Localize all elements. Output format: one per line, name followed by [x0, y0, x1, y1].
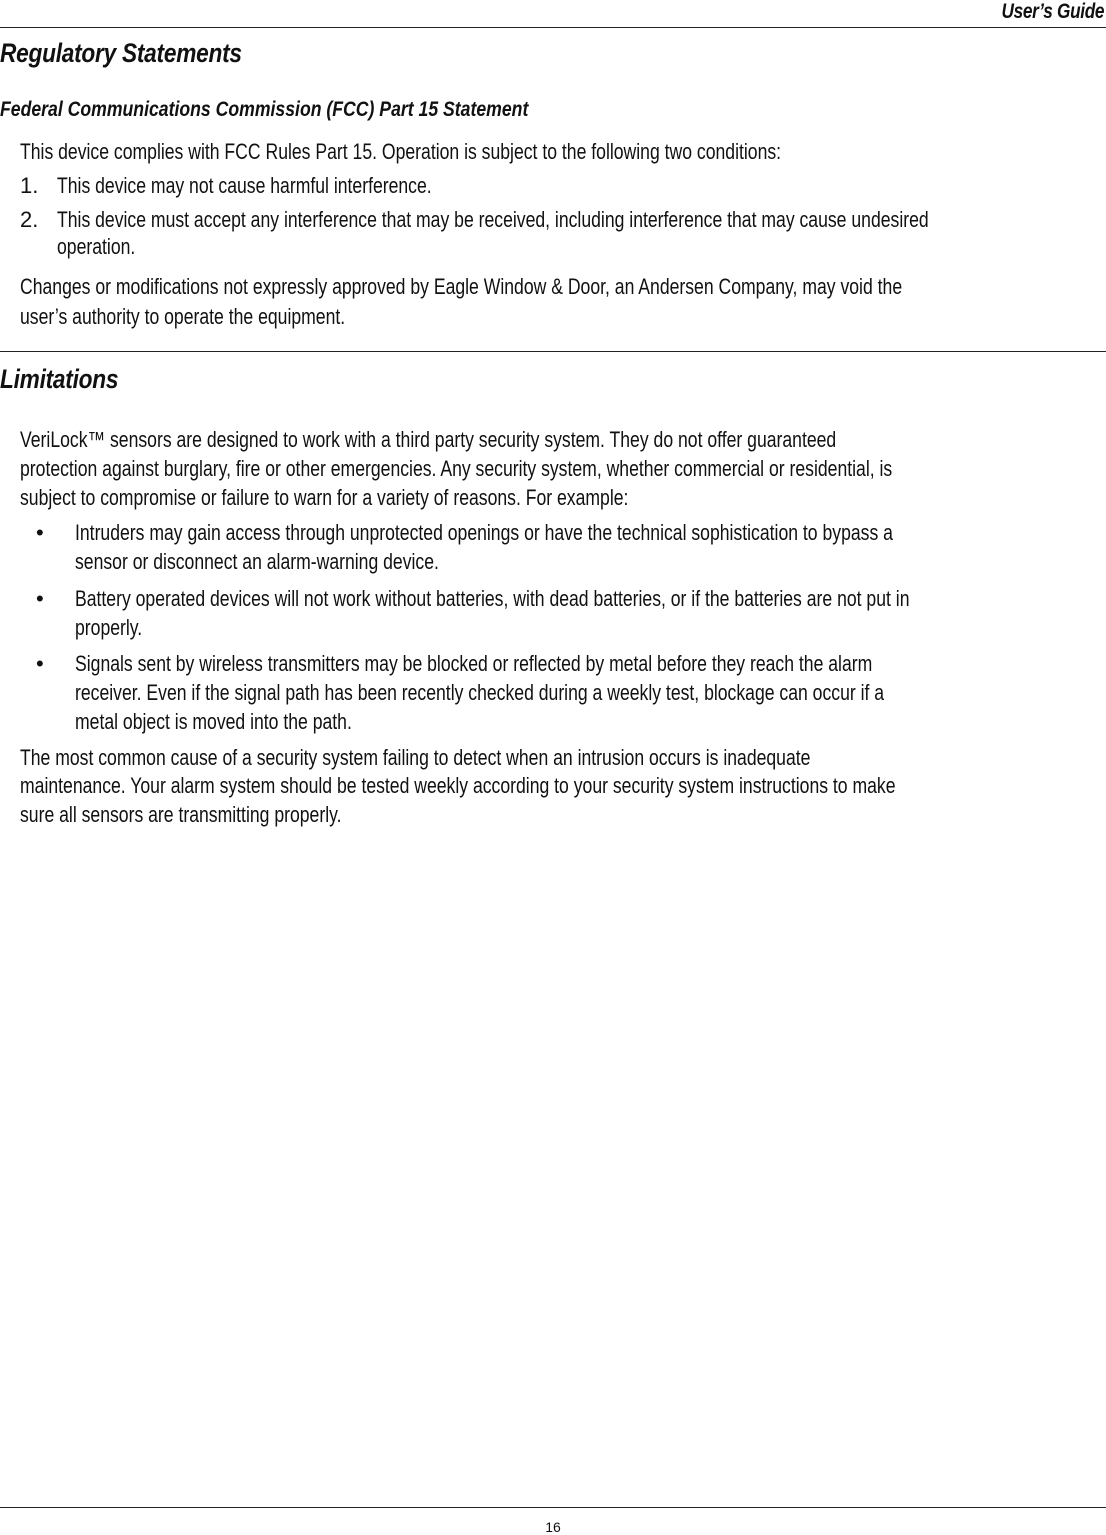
- fcc-heading: Federal Communications Commission (FCC) Part 15 Statement: [0, 98, 529, 121]
- bullet-2-line-1: Battery operated devices will not work without batteries, with dead batteries, or if the batteries are not put in: [75, 586, 910, 611]
- regulatory-heading: Regulatory Statements: [0, 38, 242, 68]
- bullet-2-marker: •: [36, 586, 44, 611]
- condition-1-line-1: This device may not cause harmful interference.: [57, 173, 432, 198]
- fcc-intro: This device complies with FCC Rules Part 15. Operation is subject to the following two conditions:: [20, 139, 782, 164]
- bullet-1-line-1: Intruders may gain access through unprotected openings or have the technical sophistication to bypass a: [75, 520, 893, 545]
- bullet-3-line-3: metal object is moved into the path.: [75, 709, 352, 734]
- running-header-title: User’s Guide: [1001, 0, 1104, 23]
- bullet-1-line-2: sensor or disconnect an alarm-warning device.: [75, 549, 439, 574]
- bullet-2-line-2: properly.: [75, 615, 143, 640]
- closing-line-2: maintenance. Your alarm system should be tested weekly according to your security system instructions to make: [20, 773, 896, 798]
- changes-line-2: user’s authority to operate the equipment.: [20, 304, 346, 329]
- bullet-3-marker: •: [36, 651, 44, 676]
- limitations-intro-line-2: protection against burglary, fire or other emergencies. Any security system, whether commercial or residential, is: [20, 456, 893, 481]
- section-rule: [0, 351, 1106, 352]
- limitations-heading: Limitations: [0, 364, 119, 394]
- condition-2-marker: 2.: [20, 207, 39, 232]
- bullet-3-line-1: Signals sent by wireless transmitters may be blocked or reflected by metal before they reach the alarm: [75, 651, 873, 676]
- closing-line-1: The most common cause of a security system failing to detect when an intrusion occurs is inadequate: [20, 745, 811, 770]
- bullet-3-line-2: receiver. Even if the signal path has been recently checked during a weekly test, blockage can occur if a: [75, 680, 885, 705]
- condition-1-marker: 1.: [20, 173, 39, 198]
- page-number: 16: [545, 1519, 561, 1535]
- header-rule: [0, 27, 1106, 28]
- condition-2-line-2: operation.: [57, 234, 136, 259]
- changes-line-1: Changes or modifications not expressly approved by Eagle Window & Door, an Andersen Company, may void the: [20, 274, 903, 299]
- bullet-1-marker: •: [36, 520, 44, 545]
- condition-2-line-1: This device must accept any interference that may be received, including interference that may cause undesired: [57, 207, 929, 232]
- closing-line-3: sure all sensors are transmitting properly.: [20, 802, 342, 827]
- limitations-intro-line-3: subject to compromise or failure to warn for a variety of reasons. For example:: [20, 485, 629, 510]
- footer-rule: [0, 1507, 1106, 1508]
- limitations-intro-line-1: VeriLock™ sensors are designed to work with a third party security system. They do not offer guaranteed: [20, 427, 837, 452]
